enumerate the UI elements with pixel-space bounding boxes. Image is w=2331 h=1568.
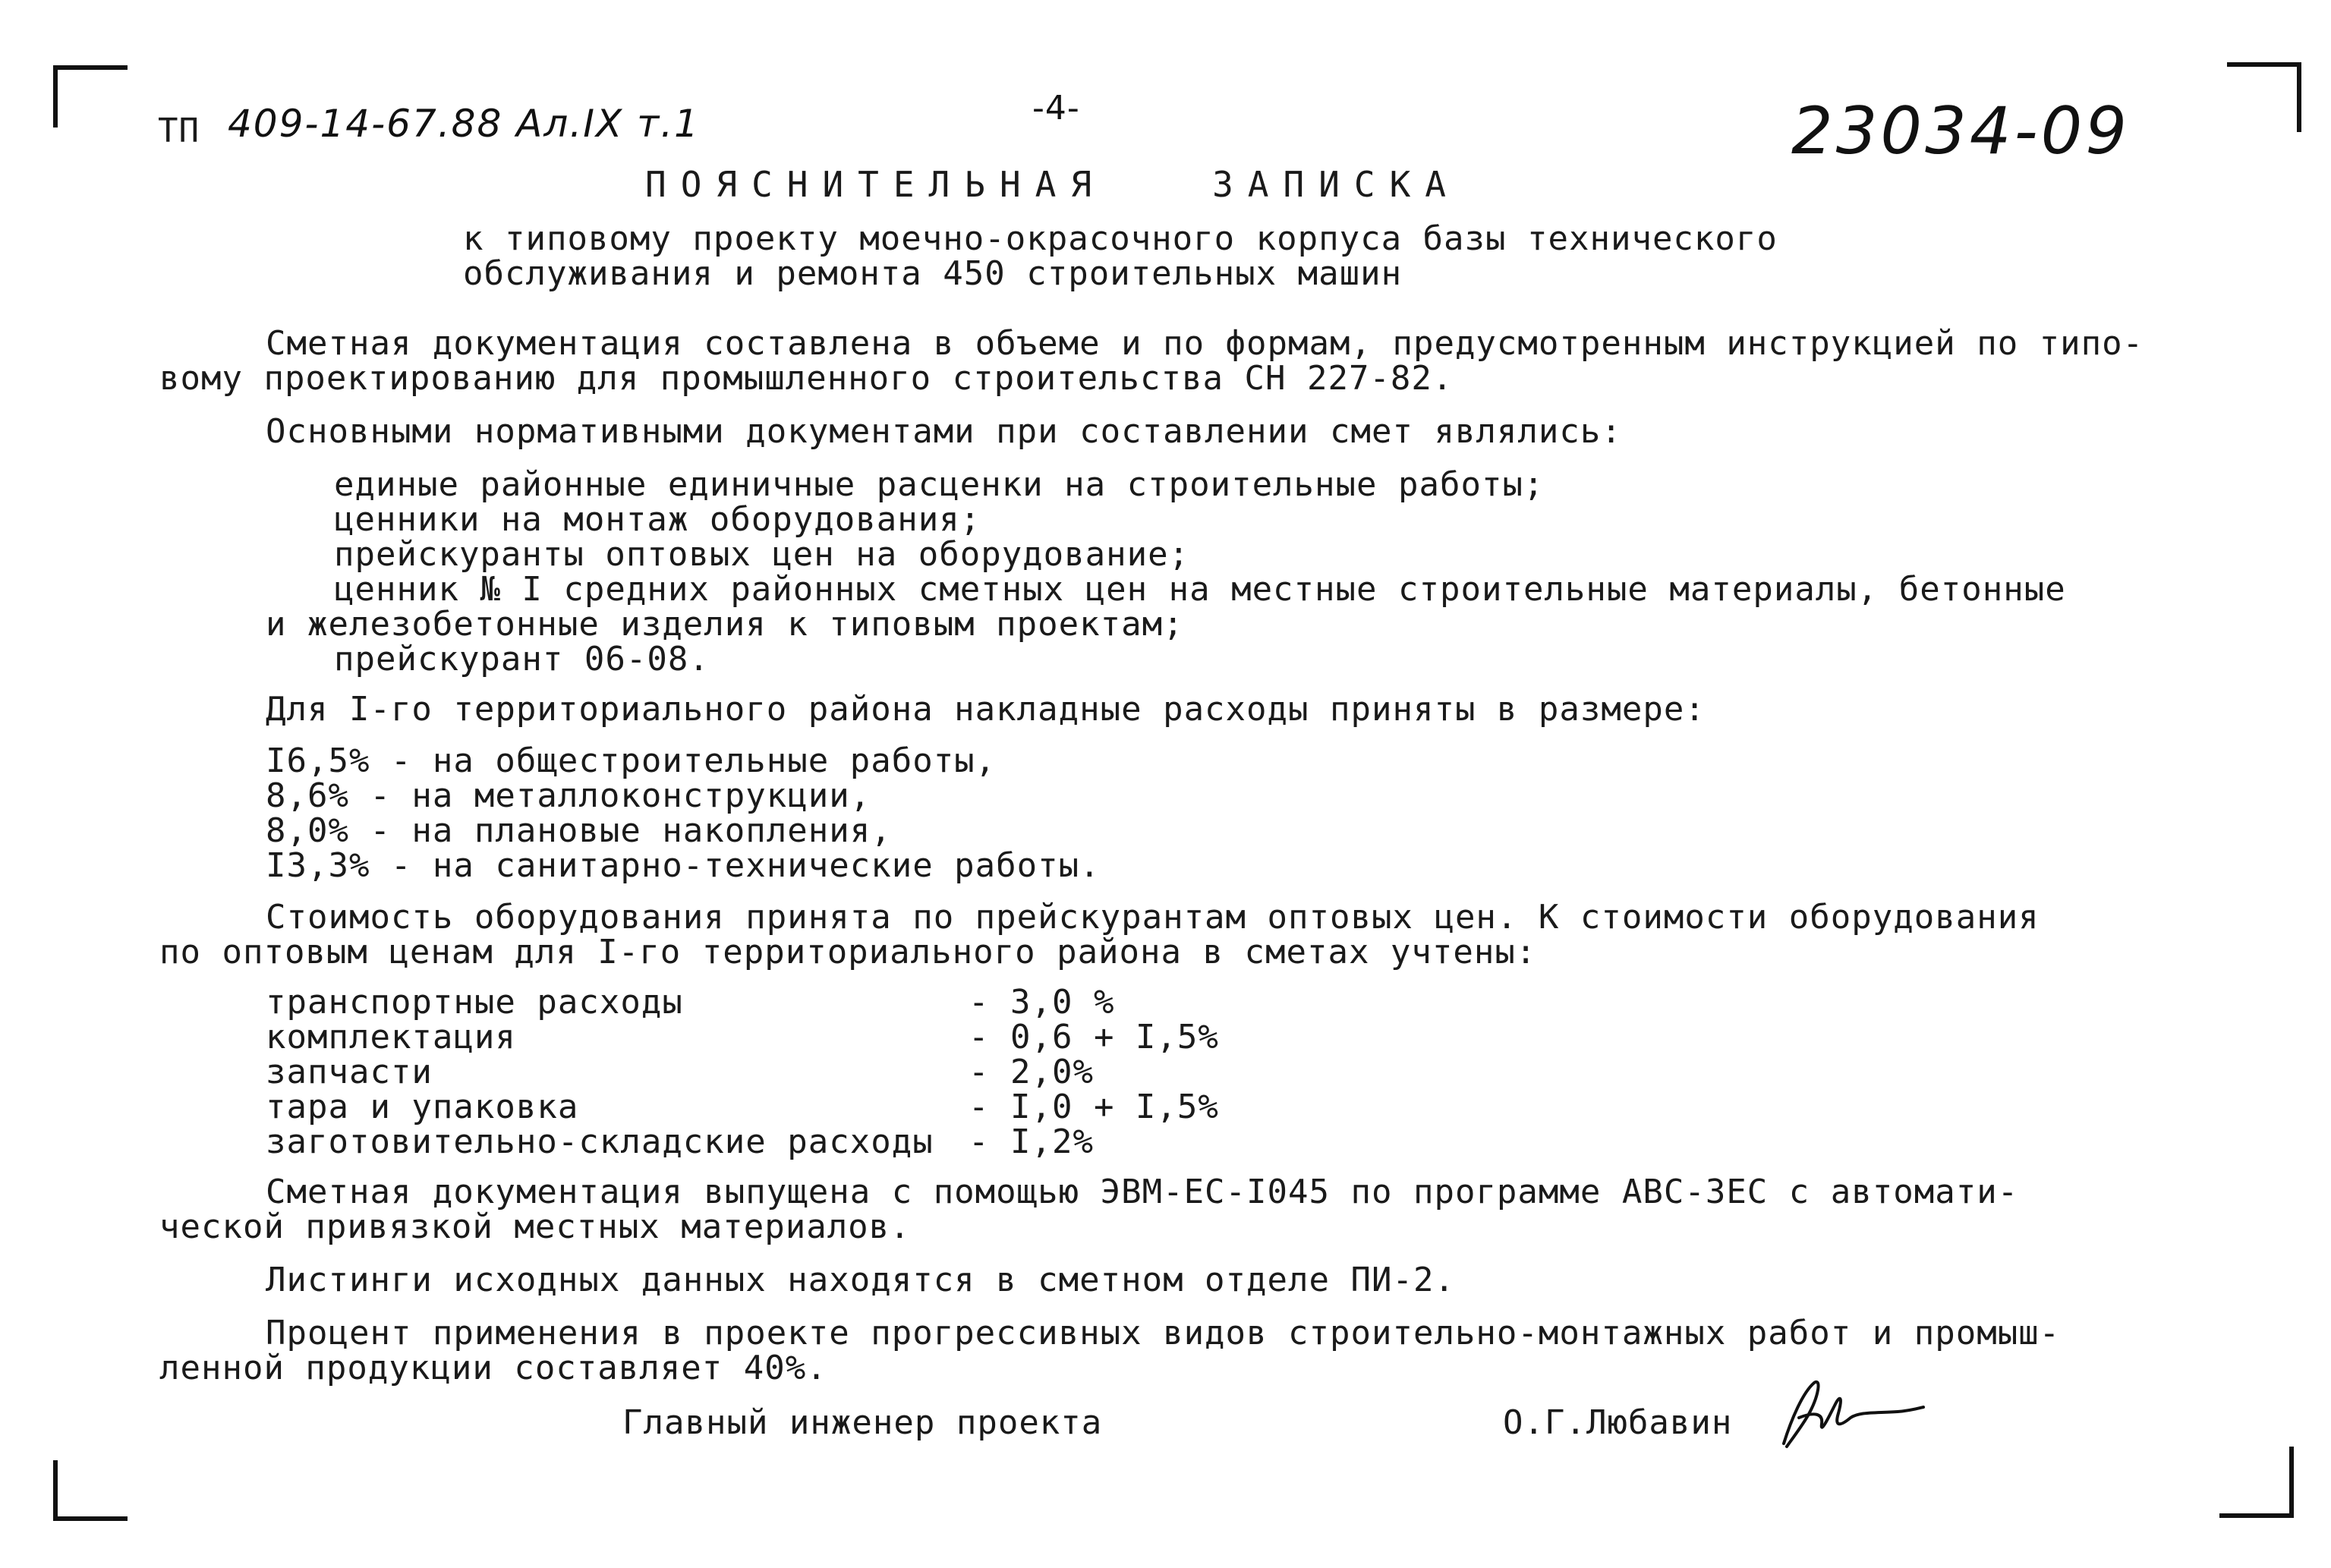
docs-list-item: ценники на монтаж оборудования; (334, 500, 981, 539)
corner-mark-bottom-right (2219, 1447, 2294, 1518)
overhead-item: 8,0% - на плановые накопления, (266, 811, 892, 850)
signature-name: О.Г.Любавин (1503, 1403, 1733, 1442)
equipment-cost-name: запчасти (266, 1053, 433, 1091)
p5-line-2: ческой привязкой местных материалов. (159, 1207, 911, 1246)
docs-list-item: ценник № I средних районных сметных цен на местные строительные материалы, бетонные (334, 570, 2066, 609)
equipment-cost-name: комплектация (266, 1018, 516, 1056)
p4-line-1: Стоимость оборудования принята по прейскурантам оптовых цен. К стоимости оборудования (266, 898, 2040, 937)
equipment-cost-name: транспортные расходы (266, 983, 683, 1022)
p7-line-1: Процент применения в проекте прогрессивных видов строительно-монтажных работ и промыш- (266, 1314, 2061, 1352)
docs-list-item: прейскуранты оптовых цен на оборудование; (334, 535, 1190, 574)
docs-list-item: прейскурант 06-08. (334, 640, 710, 679)
signature-role: Главный инженер проекта (622, 1403, 1103, 1442)
equipment-cost-name: заготовительно-складские расходы (266, 1122, 934, 1161)
p6-line: Листинги исходных данных находятся в сметном отделе ПИ-2. (266, 1261, 1455, 1299)
corner-mark-top-right (2227, 62, 2301, 132)
docs-list-item: единые районные единичные расценки на строительные работы; (334, 465, 1545, 504)
header-code-handwritten: 409-14-67.88 Ал.IX т.1 (228, 102, 700, 146)
header-code-prefix: ТП (158, 112, 200, 150)
p2-line: Основными нормативными документами при составлении смет являлись: (266, 412, 1622, 451)
equipment-cost-value: - I,0 + I,5% (969, 1088, 1219, 1126)
equipment-cost-value: - 0,6 + I,5% (969, 1018, 1219, 1056)
inventory-number: 23034-09 (1791, 93, 2131, 169)
p5-line-1: Сметная документация выпущена с помощью ЭВМ-ЕС-I045 по программе АВС-ЗЕС с автомати- (266, 1173, 2019, 1211)
equipment-cost-name: тара и упаковка (266, 1088, 579, 1126)
subtitle-line-1: к типовому проекту моечно-окрасочного корпуса базы технического (463, 219, 1778, 258)
corner-mark-bottom-left (53, 1460, 128, 1521)
page-number: -4- (1032, 89, 1080, 128)
equipment-cost-value: - 3,0 % (969, 983, 1115, 1022)
p3-line: Для I-го территориального района накладные расходы приняты в размере: (266, 690, 1706, 729)
p1-line-2: вому проектированию для промышленного строительства СН 227-82. (159, 359, 1454, 398)
page-title: ПОЯСНИТЕЛЬНАЯ ЗАПИСКА (645, 164, 1460, 205)
overhead-item: I3,3% - на санитарно-технические работы. (266, 846, 1101, 885)
corner-mark-top-left (53, 65, 128, 128)
handwritten-signature (1769, 1374, 1928, 1457)
p4-line-2: по оптовым ценам для I-го территориального района в сметах учтены: (159, 933, 1537, 971)
overhead-item: 8,6% - на металлоконструкции, (266, 776, 871, 815)
equipment-cost-value: - 2,0% (969, 1053, 1094, 1091)
p7-line-2: ленной продукции составляет 40%. (159, 1349, 827, 1387)
equipment-cost-value: - I,2% (969, 1122, 1094, 1161)
subtitle-line-2: обслуживания и ремонта 450 строительных машин (463, 254, 1403, 293)
docs-list-item: и железобетонные изделия к типовым проектам; (266, 605, 1184, 644)
overhead-item: I6,5% - на общестроительные работы, (266, 741, 997, 780)
p1-line-1: Сметная документация составлена в объеме и по формам, предусмотренным инструкцией по типо- (266, 324, 2144, 363)
